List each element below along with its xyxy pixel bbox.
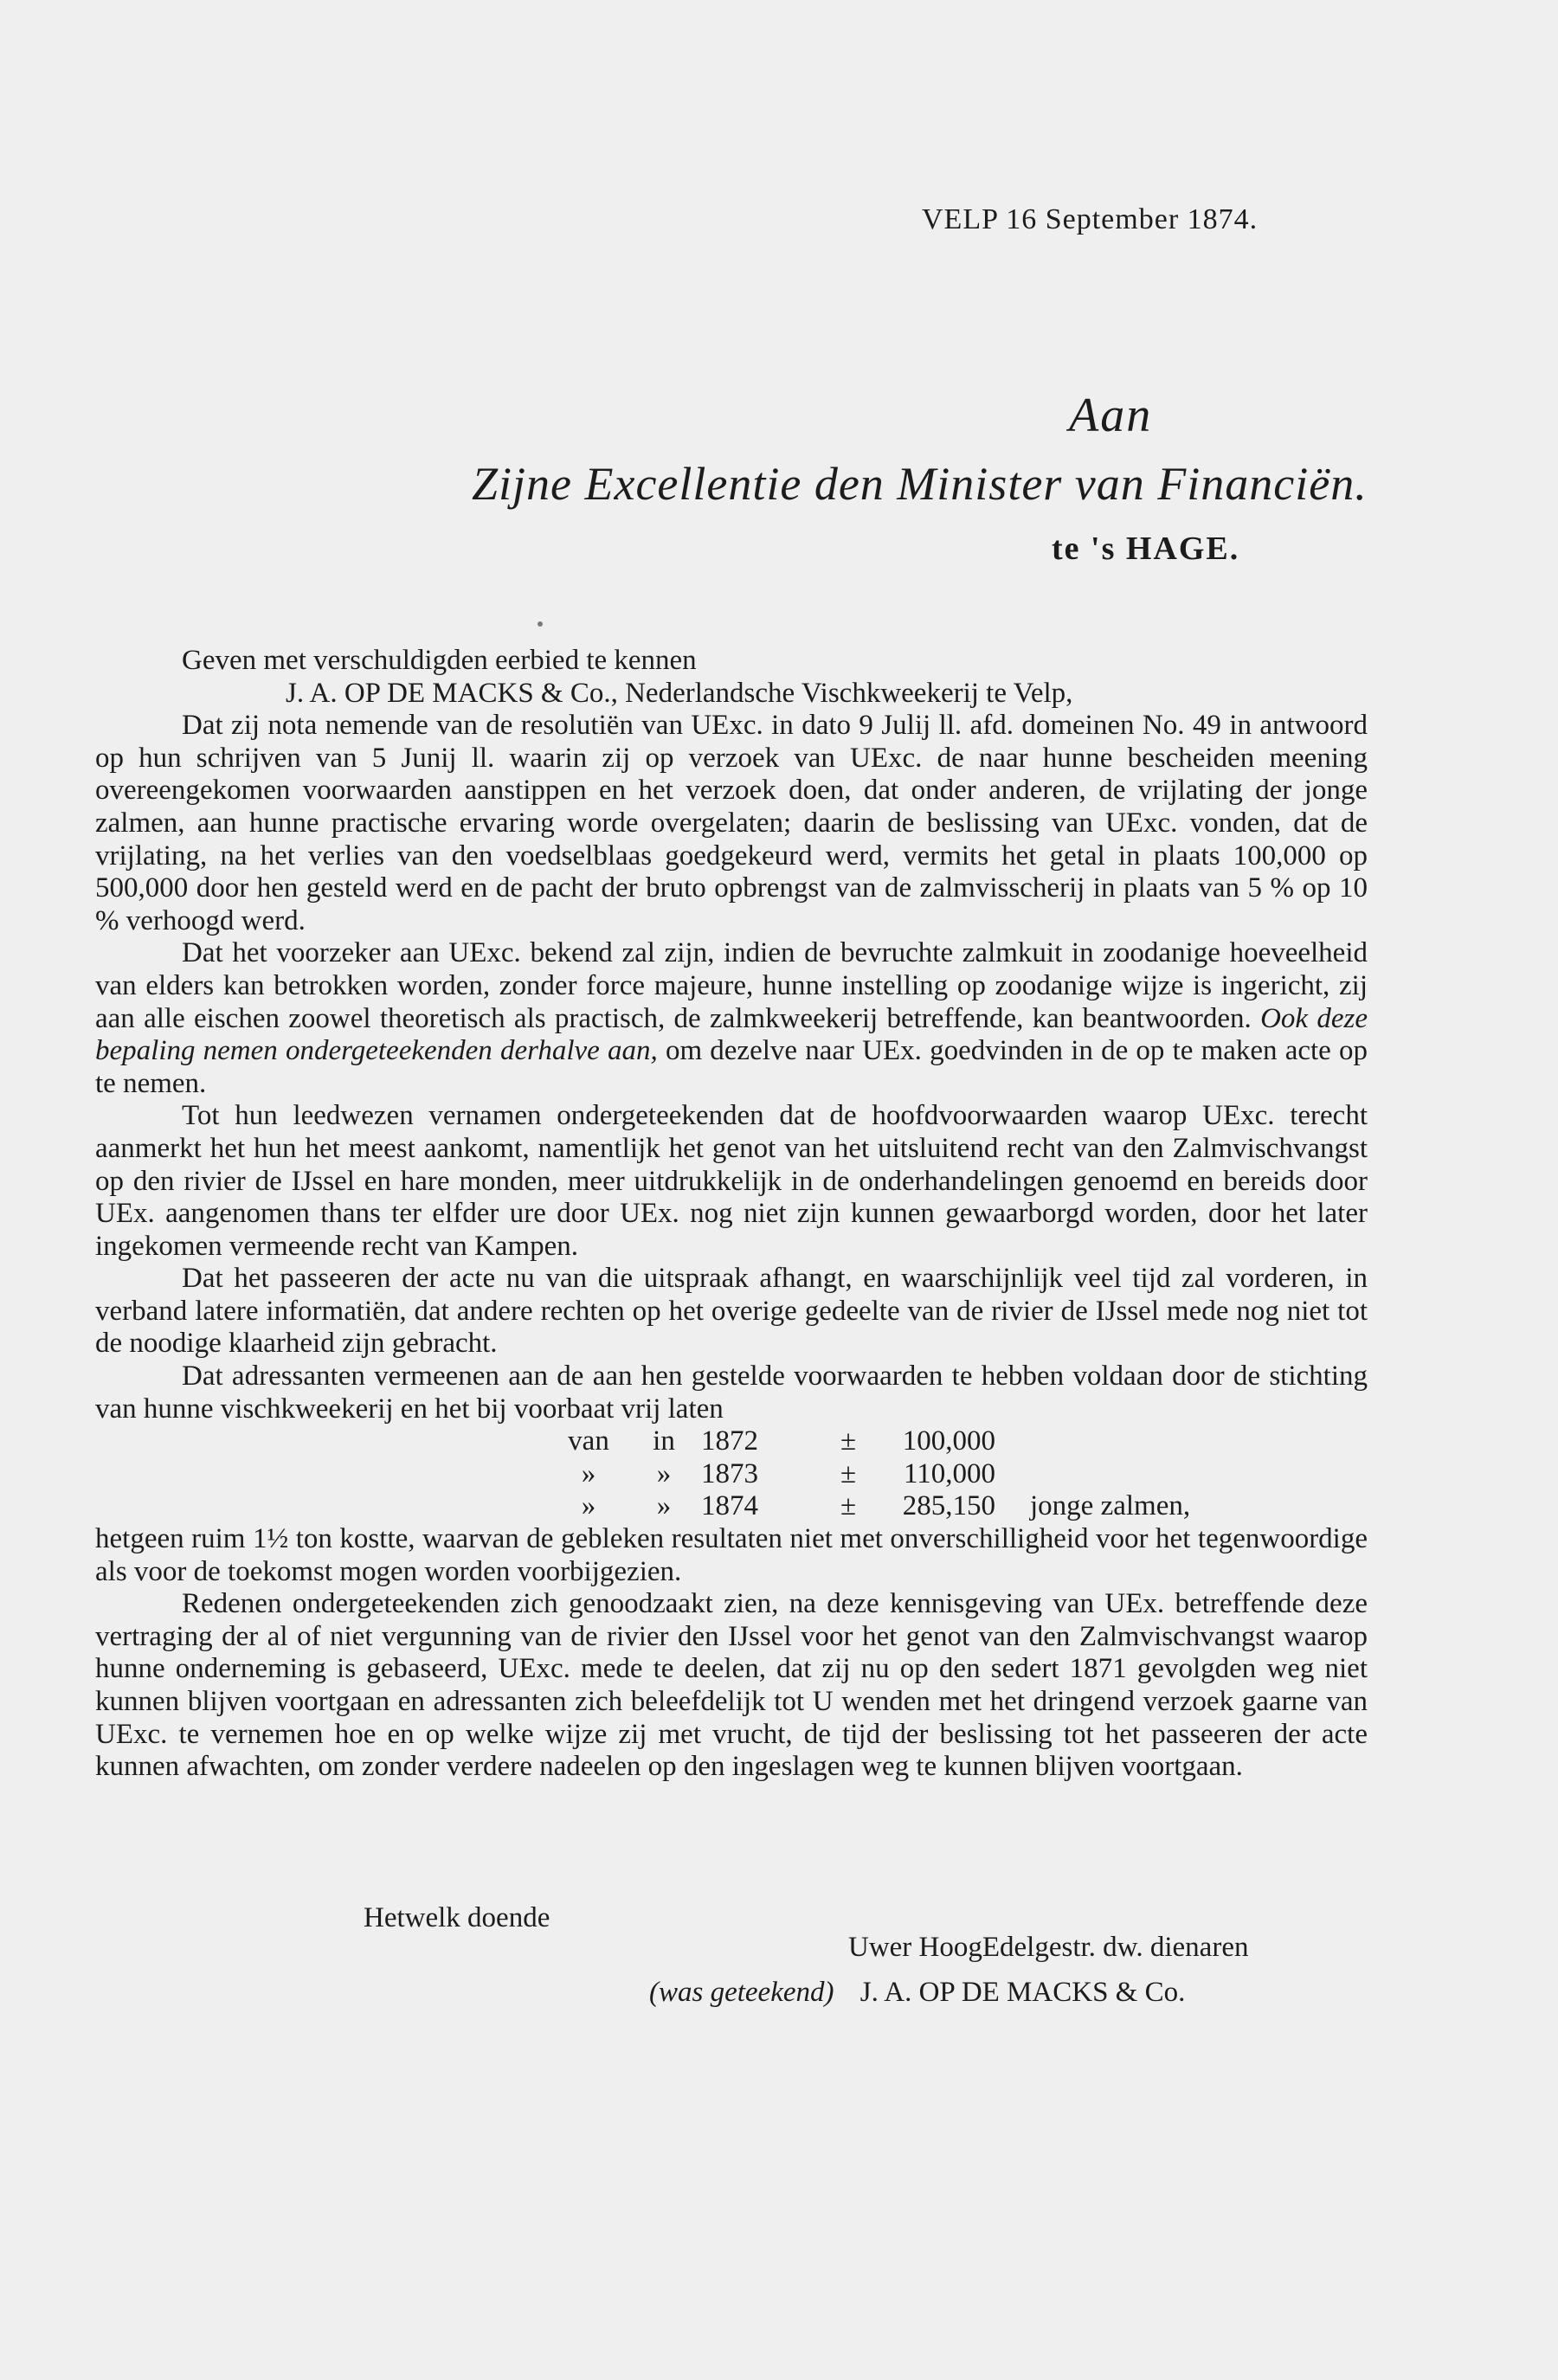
amount-prep: in [653, 1425, 675, 1457]
amount-approx: ± [840, 1457, 857, 1489]
amount-value: 285,150 [902, 1490, 995, 1522]
signoff-line: Uwer HoogEdelgestr. dw. dienaren [848, 1932, 1249, 1963]
was-signed-note: (was geteekend) [649, 1977, 834, 2008]
amount-year: 1873 [701, 1457, 758, 1489]
paragraph-2-end: om dezelve naar UEx. goedvinden in de op te maken acte op te nemen. [95, 1035, 1368, 1099]
amount-year: 1872 [701, 1425, 758, 1457]
dateline: VELP 16 September 1874. [922, 203, 1259, 235]
paragraph-4: Dat het passeeren der acte nu van die uitspraak afhangt, en waarschijnlijk veel tijd zal vorderen, in verband latere informatiën, dat andere rechten op het overige gedeelte van de rivier de IJssel mede nog niet tot de noodige klaarheid zijn gebracht. [95, 1263, 1368, 1360]
paragraph-3: Tot hun leedwezen vernamen ondergeteekenden dat de hoofdvoorwaarden waarop UExc. terecht aanmerkt het hun het meest aankomt, namentlijk het genot van het uitsluitend recht van den Zalmvischvangst op den rivier de IJssel en hare monden, meer uitdrukkelijk in de onderhandelingen genoemd en bereids door UEx. aangenomen thans ter elfder ure door UEx. nog niet zijn kunnen gewaarborgd worden, door het later ingekomen vermeende recht van Kampen. [95, 1100, 1368, 1262]
amount-value: 110,000 [903, 1457, 995, 1489]
address-recipient: Zijne Excellentie den Minister van Financiën. [472, 458, 1368, 510]
paragraph-5: Dat adressanten vermeenen aan de aan hen gestelde voorwaarden te hebben voldaan door de stichting van hunne vischkweekerij en het bij voorbaat vrij laten [95, 1360, 1368, 1425]
paragraph-2-main: Dat het voorzeker aan UExc. bekend zal zijn, indien de bevruchte zalmkuit in zoodanige hoeveelheid van elders kan betrokken worden, zonder force majeure, hunne instelling op zoodanige wijze is ingericht, zij aan alle eischen zoowel theoretisch als practisch, de zalmkweekerij betreffende, kan beantwoorden. [95, 937, 1368, 1034]
speck-mark [538, 621, 543, 627]
closing-line: Hetwelk doende [364, 1902, 550, 1933]
amount-prefix: » [581, 1457, 596, 1489]
letter-body [95, 645, 1368, 1784]
paragraph-2 [95, 937, 1368, 1100]
amount-approx: ± [840, 1490, 857, 1522]
amount-row [95, 1490, 1368, 1523]
paragraph-1: Dat zij nota nemende van de resolutiën van UExc. in dato 9 Julij ll. afd. domeinen No. 49 in antwoord op hun schrijven van 5 Junij ll. waarin zij op verzoek van UExc. de naar hunne bescheiden meening overeengekomen voorwaarden aanstippen en het verzoek doen, dat onder anderen, de vrijlating der jonge zalmen, aan hunne practische ervaring worde overgelaten; daarin de beslissing van UExc. vonden, dat de vrijlating, na het verlies van den voedselblaas goedgekeurd werd, vermits het getal in plaats 100,000 op 500,000 door hen gesteld werd en de pacht der bruto opbrengst van de zalmvisscherij in plaats van 5 % op 10 % verhoogd werd. [95, 710, 1368, 936]
paragraph-6: hetgeen ruim 1½ ton kostte, waarvan de gebleken resultaten niet met onverschilligheid voor het tegenwoordige als voor de toekomst mogen worden voorbijgezien. [95, 1523, 1368, 1587]
amount-prep: » [656, 1457, 672, 1489]
paragraph-2-italic: Ook deze bepaling nemen ondergeteekenden derhalve aan, [95, 1002, 1368, 1067]
address-aan: Aan [1069, 389, 1153, 442]
amount-row [95, 1425, 1368, 1458]
amount-prefix: van [568, 1425, 609, 1457]
signature-name: J. A. OP DE MACKS & Co. [859, 1977, 1186, 2008]
amount-year: 1874 [701, 1490, 758, 1522]
amount-prep: » [656, 1490, 672, 1522]
amount-approx: ± [840, 1425, 857, 1457]
intro-line: Geven met verschuldigden eerbied te kennen [182, 645, 697, 676]
amount-row [95, 1458, 1368, 1491]
amount-prefix: » [581, 1490, 596, 1522]
release-amounts-list [95, 1425, 1368, 1523]
paragraph-7: Redenen ondergeteekenden zich genoodzaakt zien, na deze kennisgeving van UEx. betreffende deze vertraging der al of niet vergunning van de rivier den IJssel voor het genot van den Zalmvischvangst waarop hunne onderneming is gebaseerd, UExc. mede te deelen, dat zij nu op den sedert 1871 gevolgden weg niet kunnen blijven voortgaan en adressanten zich beleefdelijk tot U wenden met het dringend verzoek gaarne van UExc. te vernemen hoe en op welke wijze zij met vrucht, de tijd der beslissing tot het passeeren der acte kunnen afwachten, om zonder verdere nadeelen op den ingeslagen weg te kunnen blijven voortgaan. [95, 1588, 1368, 1783]
signature-block [649, 1977, 1185, 2009]
company-line: J. A. OP DE MACKS & Co., Nederlandsche Vischkweekerij te Velp, [286, 677, 1073, 709]
amount-value: 100,000 [902, 1425, 995, 1457]
amount-suffix: jonge zalmen, [1030, 1490, 1191, 1522]
address-city: te 's HAGE. [1052, 531, 1240, 567]
